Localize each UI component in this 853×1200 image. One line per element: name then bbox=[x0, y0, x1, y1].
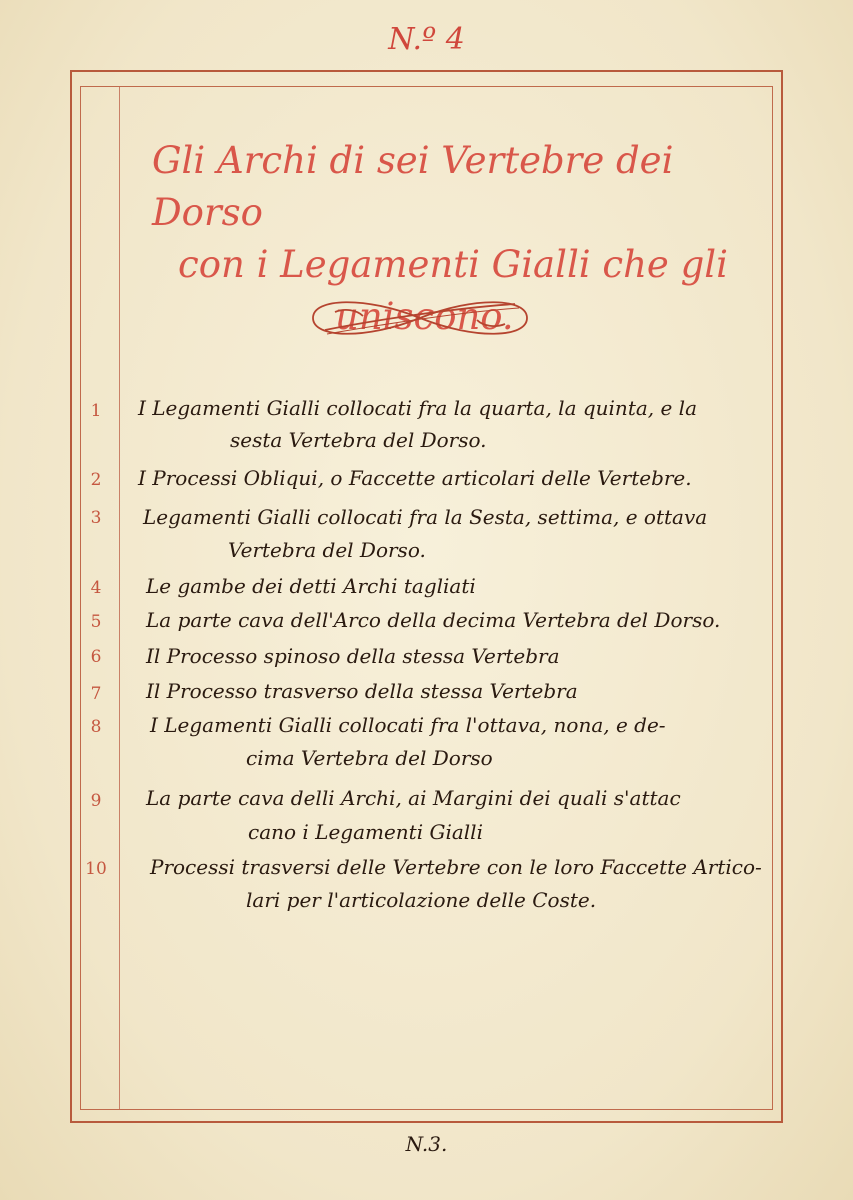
item-text: Il Processo trasverso della stessa Vertebra bbox=[146, 679, 578, 703]
item-text-continuation: sesta Vertebra del Dorso. bbox=[230, 428, 487, 452]
item-number: 6 bbox=[90, 647, 102, 667]
item-number: 5 bbox=[90, 612, 102, 632]
item-text-continuation: cano i Legamenti Gialli bbox=[248, 820, 483, 844]
signature-mark: N.3. bbox=[405, 1132, 448, 1156]
item-number: 8 bbox=[90, 717, 102, 737]
item-text: Processi trasversi delle Vertebre con le loro Faccette Artico- bbox=[150, 855, 762, 879]
item-number: 10 bbox=[85, 859, 107, 879]
item-text: Le gambe dei detti Archi tagliati bbox=[146, 574, 476, 598]
title-line-1: Gli Archi di sei Vertebre dei Dorso bbox=[152, 139, 674, 234]
item-text: Legamenti Gialli collocati fra la Sesta, settima, e ottava bbox=[143, 505, 708, 529]
item-text: I Legamenti Gialli collocati fra la quarta, la quinta, e la bbox=[138, 396, 698, 420]
title-line-2: con i Legamenti Gialli che gli bbox=[178, 243, 728, 286]
item-number: 4 bbox=[90, 578, 102, 598]
item-text-continuation: Vertebra del Dorso. bbox=[228, 538, 426, 562]
item-number: 7 bbox=[90, 684, 102, 704]
item-number: 3 bbox=[90, 508, 102, 528]
item-text-continuation: cima Vertebra del Dorso bbox=[246, 746, 493, 770]
item-text: La parte cava dell'Arco della decima Vertebra del Dorso. bbox=[146, 608, 721, 632]
item-number: 9 bbox=[90, 791, 102, 811]
item-text-continuation: lari per l'articolazione delle Coste. bbox=[246, 888, 597, 912]
title-line-3: uniscono. bbox=[335, 295, 514, 338]
item-text: La parte cava delli Archi, ai Margini dei quali s'attac bbox=[146, 786, 681, 810]
item-number: 1 bbox=[90, 401, 102, 421]
item-text: Il Processo spinoso della stessa Vertebra bbox=[146, 644, 560, 668]
page-number: N.º 4 bbox=[388, 22, 465, 57]
item-text: I Processi Obliqui, o Faccette articolari delle Vertebre. bbox=[138, 466, 692, 490]
item-text: I Legamenti Gialli collocati fra l'ottava, nona, e de- bbox=[150, 713, 666, 737]
item-number: 2 bbox=[90, 470, 102, 490]
